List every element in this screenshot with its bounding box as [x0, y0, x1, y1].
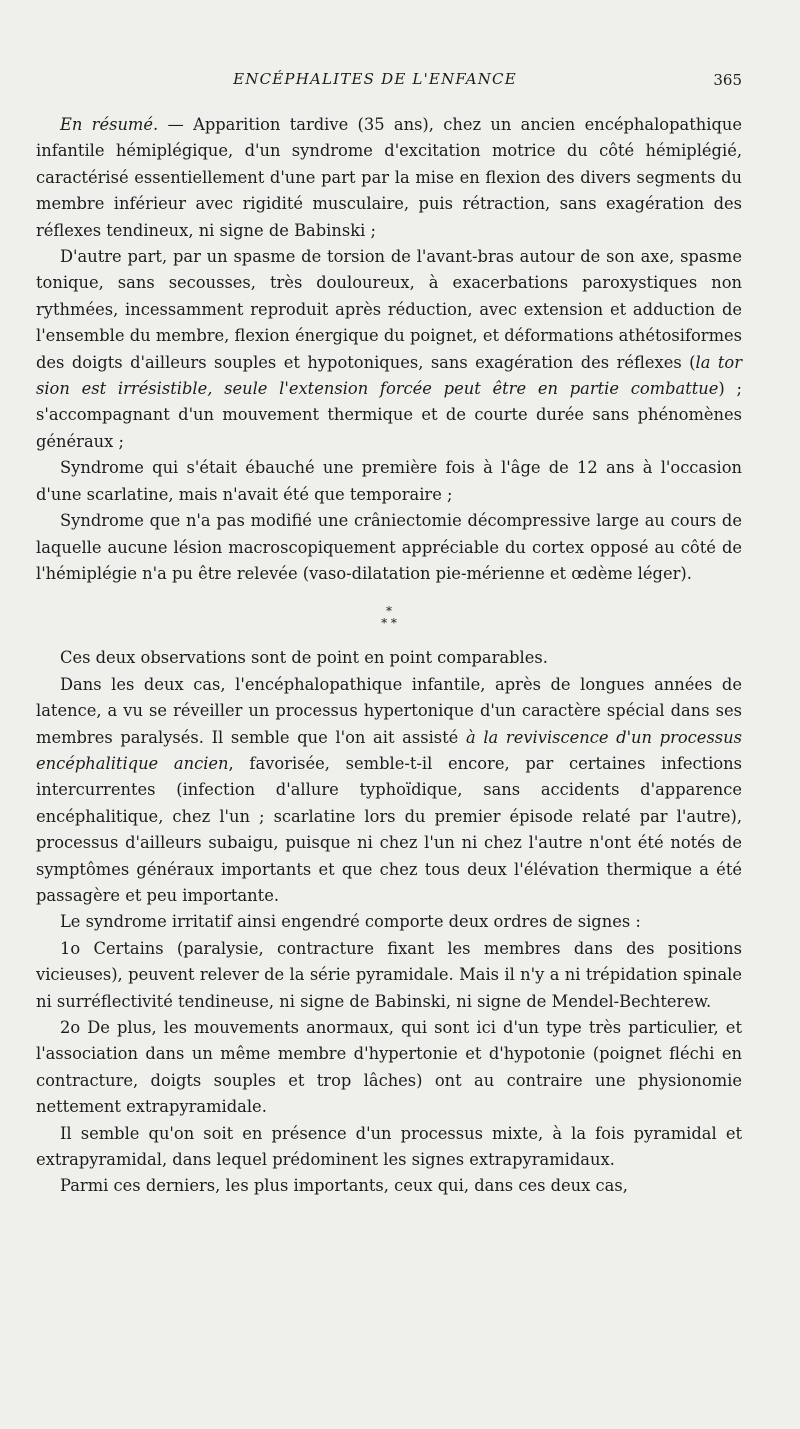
discussion-paragraph-2: [36, 672, 742, 910]
summary-paragraph-2: [36, 244, 742, 455]
discussion-paragraph-4: 1o Certains (paralysie, contracture fixant les membres dans des positions vicieuses), peuvent relever de la série pyramidale. Mais il n'y a ni trépidation spinale ni surréflectivité tendineuse, ni signe de Babinski, ni signe de Mendel-Bechterew.: [36, 938, 742, 1011]
discussion-paragraph-2-text-a: Dans les deux cas, l'encéphalopathique infantile, après de longues années de latence, a vu se réveiller un processus hypertonique d'un caractère spécial dans ses membres paralysés. Il semble que l'on ait assisté: [36, 674, 742, 747]
separator-stars-bottom: * *: [381, 616, 397, 631]
page-number: 365: [713, 71, 742, 89]
discussion-paragraph-6: Il semble qu'on soit en présence d'un processus mixte, à la fois pyramidal et extrapyramidal, dans lequel prédominent les signes extrapyramidaux.: [36, 1123, 742, 1170]
discussion-paragraph-2-text-b: , favorisée, semble-t-il encore, par certaines infections intercurrentes (infection d'allure typhoïdique, sans accidents d'apparence encéphalitique, chez l'un ; scarlatine lors du premier épisode relaté par l'autre), processus d'ailleurs subaigu, puisque ni chez l'un ni chez l'autre n'ont été notés de symptômes généraux importants et que chez tous deux l'élévation thermique a été passagère et peu importante.: [36, 753, 742, 905]
page-body: [36, 112, 742, 1200]
discussion-paragraph-7: Parmi ces derniers, les plus importants, ceux qui, dans ces deux cas,: [60, 1176, 628, 1196]
section-separator: [36, 605, 742, 633]
summary-paragraph-3: Syndrome qui s'était ébauché une première fois à l'âge de 12 ans à l'occasion d'une scarlatine, mais n'avait été que temporaire ;: [36, 458, 742, 504]
summary-lead: En résumé.: [60, 115, 159, 134]
running-title: ENCÉPHALITES DE L'ENFANCE: [233, 70, 517, 88]
summary-paragraph-2-text-b: ) ; s'accompagnant d'un mouvement thermique et de courte durée sans phénomènes généraux ;: [36, 379, 742, 451]
summary-paragraph-1: [36, 112, 742, 244]
separator-star-top: *: [386, 604, 392, 619]
discussion-paragraph-2-italic: à la reviviscence d'un processus encéphalitique ancien: [36, 727, 742, 773]
discussion-paragraph-5: 2o De plus, les mouvements anormaux, qui sont ici d'un type très particulier, et l'association dans un même membre d'hypertonie et d'hypotonie (poignet fléchi en contracture, doigts souples et trop lâches) ont au contraire une physionomie nettement extrapyramidale.: [36, 1018, 742, 1117]
summary-paragraph-2-italic: la tor sion est irrésistible, seule l'extension forcée peut être en partie combattue: [36, 352, 742, 399]
discussion-paragraph-1: Ces deux observations sont de point en point comparables.: [60, 648, 548, 668]
summary-paragraph-1-text: — Apparition tardive (35 ans), chez un ancien encéphalopathique infantile hémiplégique, d'un syndrome d'excitation motrice du côté hémiplégié, caractérisé essentiellement d'une part par la mise en flexion des divers segments du membre inférieur avec rigidité musculaire, puis rétraction, sans exagération des réflexes tendineux, ni signe de Babinski ;: [36, 115, 742, 240]
discussion-paragraph-3: Le syndrome irritatif ainsi engendré comporte deux ordres de signes :: [60, 912, 641, 932]
summary-paragraph-2-text-a: D'autre part, par un spasme de torsion de l'avant-bras autour de son axe, spasme tonique, sans secousses, très douloureux, à exacerbations paroxystiques non rythmées, incessamment reproduit après réduction, avec extension et adduction de l'ensemble du membre, flexion énergique du poignet, et déformations athétosiformes des doigts d'ailleurs souples et hypotoniques, sans exagération des réflexes (: [36, 247, 742, 372]
summary-paragraph-4: Syndrome que n'a pas modifié une crâniectomie décompressive large au cours de laquelle aucune lésion macroscopiquement appréciable du cortex opposé au côté de l'hémiplégie n'a pu être relevée (vaso-dilatation pie-mérienne et œdème léger).: [36, 511, 742, 583]
